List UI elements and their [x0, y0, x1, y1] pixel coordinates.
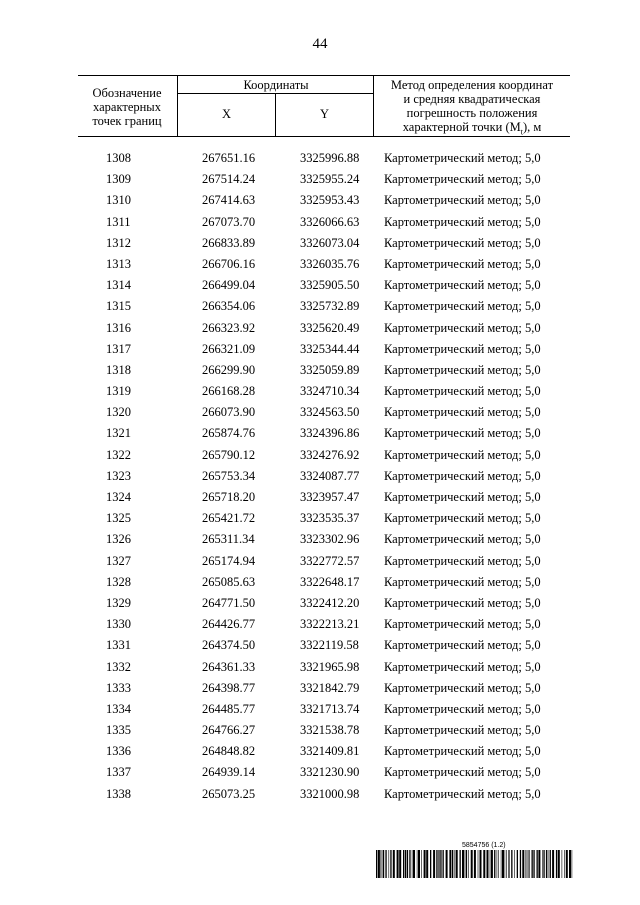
x-coordinate: 266299.90: [202, 362, 256, 377]
point-id: 1310: [106, 193, 131, 208]
x-coordinate: 267073.70: [202, 214, 256, 229]
x-coordinate: 264374.50: [202, 638, 256, 653]
table-row: [78, 762, 570, 783]
header-x-label: X: [221, 107, 232, 121]
y-coordinate: 3321965.98: [300, 659, 360, 674]
table-row: [78, 402, 570, 423]
method-cell: Картометрический метод; 5,0: [384, 574, 541, 589]
y-coordinate: 3322213.21: [300, 617, 360, 632]
method-cell: Картометрический метод; 5,0: [384, 659, 541, 674]
method-cell: Картометрический метод; 5,0: [384, 384, 541, 399]
method-cell: Картометрический метод; 5,0: [384, 341, 541, 356]
method-cell: Картометрический метод; 5,0: [384, 617, 541, 632]
table-row: [78, 635, 570, 656]
y-coordinate: 3326066.63: [300, 214, 360, 229]
point-id: 1330: [106, 617, 131, 632]
table-row: [78, 699, 570, 720]
x-coordinate: 266073.90: [202, 405, 256, 420]
table-body: [78, 148, 570, 805]
y-coordinate: 3325905.50: [300, 278, 360, 293]
y-coordinate: 3325344.44: [300, 341, 360, 356]
x-coordinate: 267514.24: [202, 172, 256, 187]
y-coordinate: 3324276.92: [300, 447, 360, 462]
table-row: [78, 423, 570, 444]
point-id: 1311: [106, 214, 131, 229]
table-row: [78, 318, 570, 339]
y-coordinate: 3325059.89: [300, 362, 360, 377]
point-id: 1323: [106, 468, 131, 483]
x-coordinate: 264766.27: [202, 723, 256, 738]
method-cell: Картометрический метод; 5,0: [384, 553, 541, 568]
y-coordinate: 3322772.57: [300, 553, 360, 568]
header-y-label: Y: [319, 107, 330, 121]
method-cell: Картометрический метод; 5,0: [384, 744, 541, 759]
point-id: 1326: [106, 532, 131, 547]
x-coordinate: 266168.28: [202, 384, 256, 399]
point-id: 1312: [106, 235, 131, 250]
y-coordinate: 3321230.90: [300, 765, 360, 780]
point-id: 1332: [106, 659, 131, 674]
y-coordinate: 3322648.17: [300, 574, 360, 589]
x-coordinate: 264398.77: [202, 680, 256, 695]
table-row: [78, 466, 570, 487]
method-cell: Картометрический метод; 5,0: [384, 468, 541, 483]
point-id: 1328: [106, 574, 131, 589]
method-cell: Картометрический метод; 5,0: [384, 511, 541, 526]
table-row: [78, 148, 570, 169]
y-coordinate: 3324710.34: [300, 384, 360, 399]
x-coordinate: 266354.06: [202, 299, 256, 314]
table-row: [78, 741, 570, 762]
y-coordinate: 3322412.20: [300, 595, 360, 610]
table-row: [78, 487, 570, 508]
y-coordinate: 3323957.47: [300, 490, 360, 504]
table-row: [78, 657, 570, 678]
y-coordinate: 3326035.76: [300, 256, 360, 271]
table-row: [78, 614, 570, 635]
method-cell: Картометрический метод; 5,0: [384, 680, 541, 695]
y-coordinate: 3324087.77: [300, 468, 360, 483]
y-coordinate: 3321000.98: [300, 786, 360, 801]
y-coordinate: 3322119.58: [300, 638, 359, 653]
point-id: 1321: [106, 426, 131, 441]
x-coordinate: 266833.89: [202, 235, 256, 250]
point-id: 1325: [106, 511, 131, 526]
barcode-label: 5854756 (1.2): [462, 842, 506, 849]
point-id: 1317: [106, 341, 131, 356]
header-coords-label: Координаты: [243, 78, 309, 92]
header-method-label: Метод определения координат и средняя квадратическая погрешность положения характерной точки $(M_t)$, м: [390, 78, 554, 137]
x-coordinate: 267414.63: [202, 193, 256, 208]
method-cell: Картометрический метод; 5,0: [384, 595, 541, 610]
x-coordinate: 264485.77: [202, 701, 256, 716]
x-coordinate: 265073.25: [202, 786, 256, 801]
table-row: [78, 254, 570, 275]
point-id: 1319: [106, 384, 131, 399]
x-coordinate: 266706.16: [202, 256, 256, 271]
y-coordinate: 3321409.81: [300, 744, 360, 759]
point-id: 1333: [106, 680, 131, 695]
table-row: [78, 720, 570, 741]
point-id: 1309: [106, 172, 131, 187]
x-coordinate: 265085.63: [202, 574, 256, 589]
x-coordinate: 264939.14: [202, 765, 256, 780]
point-id: 1316: [106, 320, 131, 335]
point-id: 1335: [106, 723, 131, 738]
method-cell: Картометрический метод; 5,0: [384, 256, 541, 271]
y-coordinate: 3323302.96: [300, 532, 360, 547]
x-coordinate: 266499.04: [202, 278, 256, 293]
y-coordinate: 3324396.86: [300, 426, 360, 441]
y-coordinate: 3321842.79: [300, 680, 360, 695]
x-coordinate: 265174.94: [202, 553, 256, 568]
y-coordinate: 3321538.78: [300, 723, 360, 738]
header-top-rule: [78, 75, 570, 76]
x-coordinate: 265421.72: [202, 511, 256, 526]
x-coordinate: 264848.82: [202, 744, 256, 759]
method-cell: Картометрический метод; 5,0: [384, 151, 541, 165]
method-cell: Картометрический метод; 5,0: [384, 723, 541, 738]
y-coordinate: 3325953.43: [300, 193, 360, 208]
table-row: [78, 169, 570, 190]
y-coordinate: 3325955.24: [300, 172, 360, 187]
x-coordinate: 264361.33: [202, 659, 256, 674]
point-id: 1329: [106, 595, 131, 610]
table-row: [78, 551, 570, 572]
x-coordinate: 265718.20: [202, 490, 256, 504]
method-cell: Картометрический метод; 5,0: [384, 490, 541, 504]
method-cell: Картометрический метод; 5,0: [384, 447, 541, 462]
method-cell: Картометрический метод; 5,0: [384, 299, 541, 314]
x-coordinate: 267651.16: [202, 151, 256, 165]
x-coordinate: 265753.34: [202, 468, 256, 483]
table-row: [78, 593, 570, 614]
table-row: [78, 339, 570, 360]
point-id: 1308: [106, 151, 131, 165]
method-cell: Картометрический метод; 5,0: [384, 362, 541, 377]
point-id: 1315: [106, 299, 131, 314]
table-row: [78, 360, 570, 381]
table-row: [78, 529, 570, 550]
method-cell: Картометрический метод; 5,0: [384, 235, 541, 250]
table-row: [78, 784, 570, 805]
x-coordinate: 264771.50: [202, 595, 256, 610]
point-id: 1324: [106, 490, 131, 504]
table-row: [78, 212, 570, 233]
x-coordinate: 264426.77: [202, 617, 256, 632]
x-coordinate: 265311.34: [202, 532, 255, 547]
point-id: 1320: [106, 405, 131, 420]
table-row: [78, 190, 570, 211]
table-row: [78, 508, 570, 529]
method-cell: Картометрический метод; 5,0: [384, 701, 541, 716]
table-row: [78, 296, 570, 317]
y-coordinate: 3323535.37: [300, 511, 360, 526]
point-id: 1318: [106, 362, 131, 377]
method-cell: Картометрический метод; 5,0: [384, 214, 541, 229]
table-row: [78, 572, 570, 593]
method-cell: Картометрический метод; 5,0: [384, 278, 541, 293]
method-cell: Картометрический метод; 5,0: [384, 320, 541, 335]
x-coordinate: 265874.76: [202, 426, 256, 441]
method-cell: Картометрический метод; 5,0: [384, 172, 541, 187]
point-id: 1313: [106, 256, 131, 271]
method-cell: Картометрический метод; 5,0: [384, 426, 541, 441]
y-coordinate: 3325620.49: [300, 320, 360, 335]
table-row: [78, 233, 570, 254]
point-id: 1322: [106, 447, 131, 462]
method-cell: Картометрический метод; 5,0: [384, 638, 541, 653]
point-id: 1327: [106, 553, 131, 568]
header-point-label: Обозначение характерных точек границ: [92, 86, 162, 128]
table-row: [78, 678, 570, 699]
method-cell: Картометрический метод; 5,0: [384, 193, 541, 208]
point-id: 1314: [106, 278, 131, 293]
method-cell: Картометрический метод; 5,0: [384, 765, 541, 780]
y-coordinate: 3321713.74: [300, 701, 360, 716]
method-cell: Картометрический метод; 5,0: [384, 405, 541, 420]
y-coordinate: 3325996.88: [300, 151, 360, 165]
y-coordinate: 3325732.89: [300, 299, 360, 314]
point-id: 1331: [106, 638, 131, 653]
table-row: [78, 381, 570, 402]
point-id: 1337: [106, 765, 131, 780]
method-cell: Картометрический метод; 5,0: [384, 786, 541, 801]
x-coordinate: 266323.92: [202, 320, 256, 335]
method-cell: Картометрический метод; 5,0: [384, 532, 541, 547]
page-number: 44: [312, 36, 328, 52]
point-id: 1338: [106, 786, 131, 801]
table-row: [78, 275, 570, 296]
x-coordinate: 266321.09: [202, 341, 256, 356]
y-coordinate: 3326073.04: [300, 235, 360, 250]
barcode-icon: [376, 850, 574, 878]
point-id: 1336: [106, 744, 131, 759]
x-coordinate: 265790.12: [202, 447, 256, 462]
point-id: 1334: [106, 701, 131, 716]
table-row: [78, 445, 570, 466]
y-coordinate: 3324563.50: [300, 405, 360, 420]
